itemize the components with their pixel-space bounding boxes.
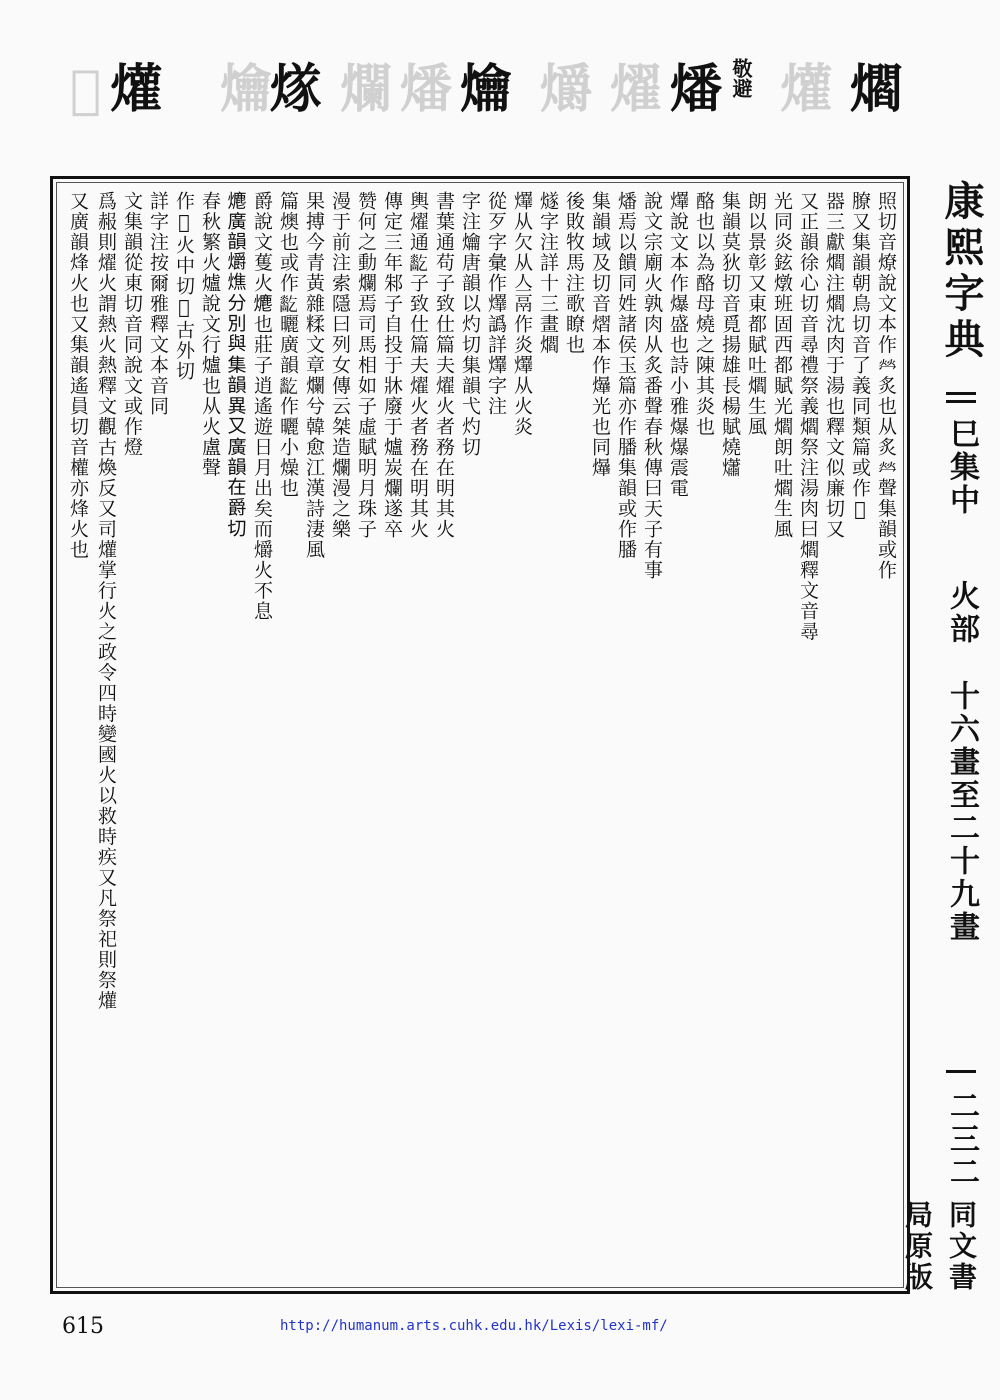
seal-glyph: 燔 <box>670 59 721 120</box>
text-column: 集韻莫狄切音覓揚雄長楊賦燒𤑳 <box>719 191 741 478</box>
text-column: 詳字注按爾雅釋文本音同 <box>147 191 169 417</box>
text-column: 說文宗廟火孰肉从炙番聲春秋傳曰天子有事 <box>641 191 663 581</box>
text-column: 燔焉以饋同姓諸侯玉篇亦作膰集韻或作膰 <box>615 191 637 560</box>
seal-glyph-faint: 爟 <box>780 59 831 120</box>
text-column: 傳定三年邾子自投于牀廢于爐炭爛遂卒 <box>381 191 403 540</box>
divider <box>946 392 976 395</box>
text-column: 字注爚唐韻以灼切集韻弋灼切 <box>459 191 481 458</box>
text-column: 𤏶廣韻爝燋分別與集韻異又廣韻在爵切 <box>225 191 247 540</box>
text-column: 作𤑰火中切𤐀古外切 <box>173 191 195 382</box>
dictionary-text-block <box>50 176 910 1294</box>
text-column: 爵說文蒦火𤏶也莊子逍遙遊日月出矣而爝火不息 <box>251 191 273 622</box>
source-url[interactable]: http://humanum.arts.cuhk.edu.hk/Lexis/lexi-mf/ <box>280 1318 668 1334</box>
seal-glyph: 爚 <box>460 59 511 120</box>
volume-label: 巳集中 <box>944 418 979 517</box>
text-column: 又正韻徐心切音尋禮祭義爓祭注湯肉曰爓釋文音尋 <box>797 191 819 642</box>
divider <box>946 1070 976 1073</box>
seal-note: 敬避 <box>729 58 753 98</box>
text-column: 後敗牧馬注歌瞭也 <box>563 191 585 355</box>
seal-glyph-faint: 𤑰 <box>70 59 100 120</box>
seal-glyph: 爓 <box>850 59 901 120</box>
text-column: 燧字注詳十三畫爓 <box>537 191 559 355</box>
seal-glyph: 煫 <box>270 59 321 120</box>
text-column: 文集韻從東切音同說文或作燈 <box>121 191 143 458</box>
text-column: 𤒹从欠从亼鬲作炎𤒹从火炎 <box>511 191 533 437</box>
seal-glyph-faint: 爛 <box>340 59 391 120</box>
seal-glyph-faint: 爝 <box>540 59 591 120</box>
page-label: 二三二 <box>944 1090 979 1189</box>
publisher-label: 同文書局原版 <box>901 1200 978 1293</box>
text-column: 漫于前注索隱曰列女傳云桀造爛漫之樂 <box>329 191 351 540</box>
text-column: 又廣韻烽火也又集韻遙員切音權亦烽火也 <box>67 191 89 560</box>
text-column: 春秋繁火爐說文行爐也从火盧聲 <box>199 191 221 478</box>
seal-glyph-faint: 燔 <box>400 59 451 120</box>
book-title: 康熙字典 <box>938 180 985 364</box>
divider <box>946 400 976 403</box>
text-column: 輿燿通𤑓子致仕篇夫燿火者務在明其火 <box>407 191 429 540</box>
text-column: 光同炎鉉燉班固西都賦光爓朗吐爓生風 <box>771 191 793 540</box>
text-column: 爲赧則燿火謂熱火熱釋文觀古煥反又司爟掌行火之政令四時變國火以救時疾又凡祭祀則祭爟 <box>95 191 117 1011</box>
text-column: 𤒹說文本作爆盛也詩小雅爆爆震電 <box>667 191 689 499</box>
stroke-range-label: 十六畫至二十九畫 <box>944 680 979 944</box>
running-head <box>901 180 986 1300</box>
text-column: 書葉通苟子致仕篇夫燿火者務在明其火 <box>433 191 455 540</box>
text-column: 赞何之動爛焉司馬相如子虛賦明月珠子 <box>355 191 377 540</box>
text-column: 果搏今青黃雜糅文章爛兮韓愈江漢詩淒風 <box>303 191 325 560</box>
text-column: 照切音燎說文本作𤇾炙也从炙𤇾聲集韻或作 <box>875 191 897 581</box>
text-column: 器三獻爓注爓沈肉于湯也釋文似廉切又 <box>823 191 845 540</box>
text-column: 膫又集韻朝鳥切音了義同類篇或作𤒙 <box>849 191 871 522</box>
seal-glyph-faint: 燿 <box>610 59 661 120</box>
text-column: 朗以景彰又東都賦吐爓生風 <box>745 191 767 437</box>
radical-label: 火部 <box>944 580 979 646</box>
page-number: 615 <box>62 1314 104 1339</box>
seal-script-header <box>70 40 930 140</box>
seal-glyph-faint: 爚 <box>220 59 271 120</box>
text-column: 從歹字彙作𤒹譌詳𤒹字注 <box>485 191 507 417</box>
seal-glyph: 爟 <box>110 59 161 120</box>
text-column: 集韻域及切音熠本作爗光也同爗 <box>589 191 611 478</box>
text-column: 酪也以為酪母燒之陳其炎也 <box>693 191 715 437</box>
text-column: 篇燠也或作𤑓曬廣韻𤑓作曬小燥也 <box>277 191 299 499</box>
